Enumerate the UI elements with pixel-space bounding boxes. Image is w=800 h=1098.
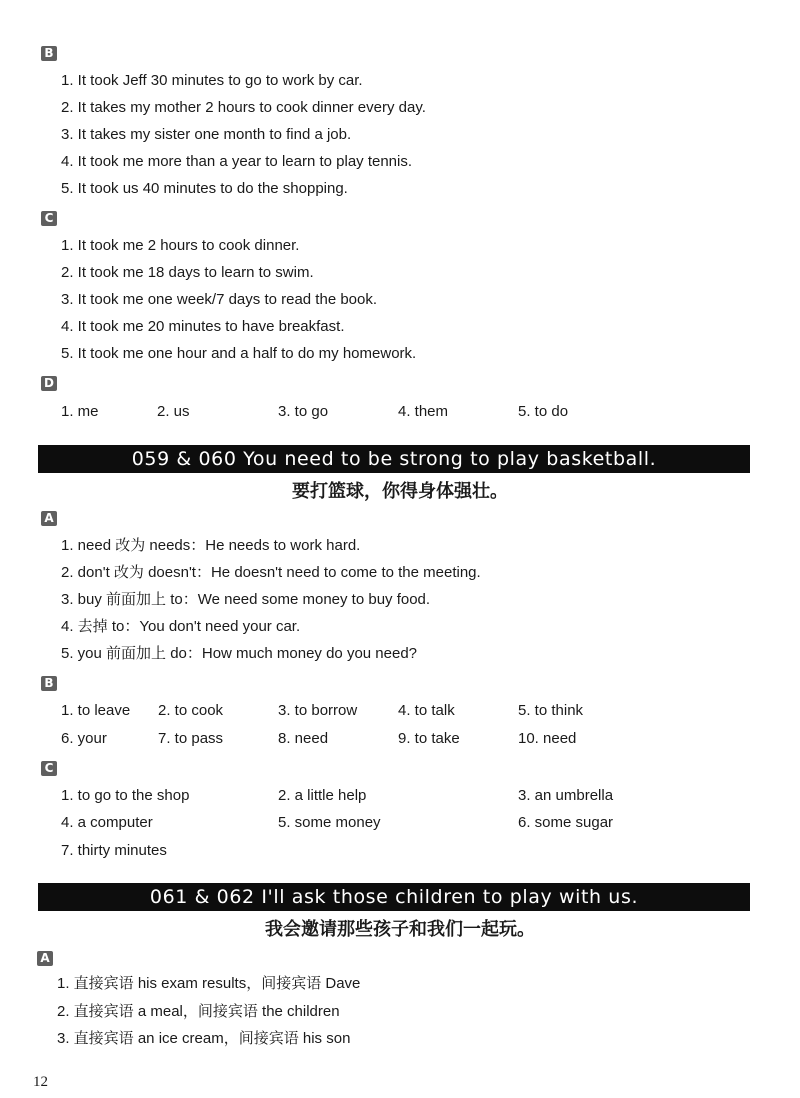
exercise-c-badge: C [41,761,57,776]
answer-line: 1. 直接宾语 his exam results，间接宾语 Dave [57,975,361,992]
answer-item: 1. me [61,403,99,420]
answer-line: 5. you 前面加上 do：How much money do you need? [61,645,418,662]
answer-line: 4. It took me more than a year to learn to play tennis. [61,153,413,170]
exercise-b-badge: B [41,676,57,691]
answer-item: 10. need [518,730,577,747]
lesson-subtitle: 要打篮球，你得身体强壮。 [292,481,508,502]
answer-item: 5. to do [518,403,569,420]
exercise-a-badge: A [41,511,57,526]
answer-item: 4. them [398,403,449,420]
answer-line: 3. 直接宾语 an ice cream，间接宾语 his son [57,1030,351,1047]
answer-line: 1. It took me 2 hours to cook dinner. [61,237,300,254]
exercise-d-badge: D [41,376,57,391]
answer-line: 4. 去掉 to：You don't need your car. [61,618,301,635]
lesson-subtitle: 我会邀请那些孩子和我们一起玩。 [265,919,535,940]
lesson-banner: 061 & 062 I'll ask those children to play with us. [38,883,750,911]
answer-line: 3. It took me one week/7 days to read the book. [61,291,378,308]
answer-item: 2. to cook [158,702,224,719]
answer-item: 7. to pass [158,730,224,747]
answer-line: 5. It took us 40 minutes to do the shopping. [61,180,348,197]
answer-line: 3. buy 前面加上 to：We need some money to buy food. [61,591,431,608]
answer-item: 9. to take [398,730,460,747]
answer-line: 5. It took me one hour and a half to do my homework. [61,345,417,362]
page-number: 12 [33,1074,48,1090]
answer-item: 3. to go [278,403,329,420]
exercise-a-badge: A [37,951,53,966]
lesson-banner: 059 & 060 You need to be strong to play basketball. [38,445,750,473]
answer-item: 1. to leave [61,702,131,719]
answer-item: 2. us [157,403,190,420]
answer-line: 4. It took me 20 minutes to have breakfast. [61,318,345,335]
answer-item: 4. to talk [398,702,455,719]
answer-item: 5. to think [518,702,584,719]
answer-line: 1. need 改为 needs：He needs to work hard. [61,537,361,554]
answer-line: 2. 直接宾语 a meal，间接宾语 the children [57,1003,340,1020]
answer-item: 7. thirty minutes [61,842,167,859]
answer-item: 3. an umbrella [518,787,614,804]
answer-item: 8. need [278,730,329,747]
answer-item: 4. a computer [61,814,153,831]
answer-item: 6. some sugar [518,814,614,831]
answer-item: 2. a little help [278,787,367,804]
answer-line: 2. It takes my mother 2 hours to cook dinner every day. [61,99,426,116]
answer-line: 1. It took Jeff 30 minutes to go to work by car. [61,72,363,89]
answer-item: 6. your [61,730,107,747]
exercise-b-badge: B [41,46,57,61]
exercise-c-badge: C [41,211,57,226]
answer-line: 3. It takes my sister one month to find a job. [61,126,352,143]
answer-line: 2. don't 改为 doesn't：He doesn't need to come to the meeting. [61,564,481,581]
answer-item: 1. to go to the shop [61,787,190,804]
answer-line: 2. It took me 18 days to learn to swim. [61,264,314,281]
answer-item: 5. some money [278,814,381,831]
answer-item: 3. to borrow [278,702,358,719]
